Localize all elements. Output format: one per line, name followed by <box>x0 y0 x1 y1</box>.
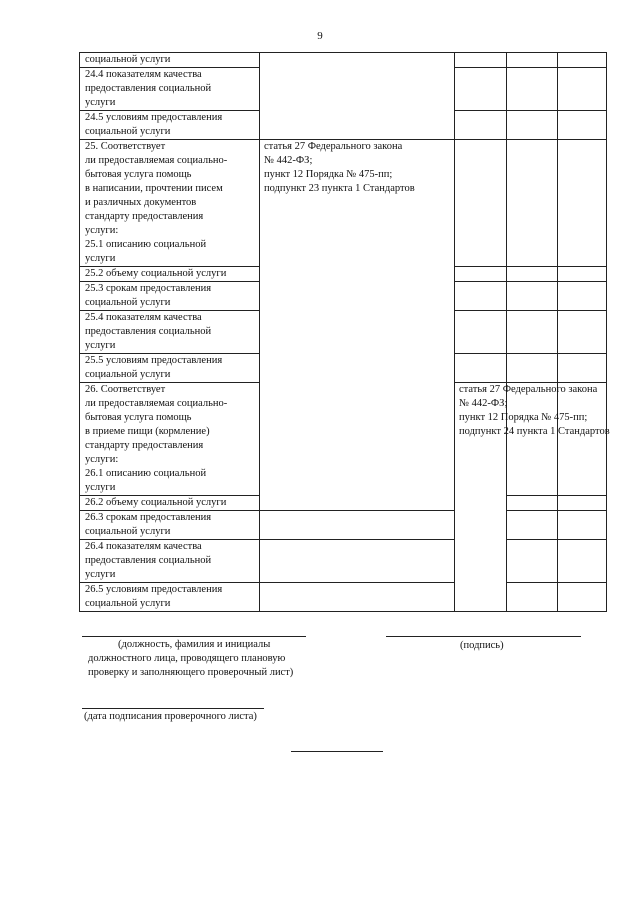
requirement-cell <box>80 496 260 511</box>
answer-cell <box>558 282 607 311</box>
text-line: бытовая услуга помощь <box>85 169 192 180</box>
text-line: в приеме пищи (кормление) <box>85 426 210 437</box>
official-signature-line <box>82 636 306 637</box>
answer-cell <box>455 53 507 68</box>
text-line: 26.3 срокам предоставления <box>85 512 212 523</box>
text-line: предоставления социальной <box>85 83 212 94</box>
answer-cell <box>507 53 558 68</box>
answer-cell <box>507 511 558 540</box>
requirement-cell <box>80 540 260 583</box>
answer-cell <box>558 511 607 540</box>
answer-cell <box>455 282 507 311</box>
text-line: услуги <box>85 569 116 580</box>
answer-cell <box>507 282 558 311</box>
text-line: услуги: <box>85 225 119 236</box>
text-line: пункт 12 Порядка № 475-пп; <box>264 169 393 180</box>
answer-cell <box>507 311 558 354</box>
answer-cell <box>558 354 607 383</box>
answer-cell <box>455 311 507 354</box>
requirement-cell <box>80 511 260 540</box>
text-line: № 442-ФЗ; <box>264 155 313 166</box>
answer-cell <box>507 140 558 267</box>
requirement-cell <box>80 282 260 311</box>
checklist-table <box>79 52 610 612</box>
text-line: социальной услуги <box>85 598 171 609</box>
answer-cell <box>558 583 607 612</box>
requirement-cell <box>80 383 260 496</box>
answer-cell <box>507 540 558 583</box>
answer-cell <box>260 511 455 540</box>
text-line: 24.4 показателям качества <box>85 69 202 80</box>
text-line: 26.2 объему социальной услуги <box>85 497 227 508</box>
text-line: пункт 12 Порядка № 475-пп; <box>459 412 588 423</box>
answer-cell <box>455 354 507 383</box>
answer-cell <box>455 140 507 267</box>
date-caption: (дата подписания проверочного листа) <box>84 711 257 722</box>
answer-cell <box>507 111 558 140</box>
table-row <box>80 53 607 68</box>
table-row <box>80 511 607 540</box>
text-line: 25. Соответствует <box>85 141 166 152</box>
answer-cell <box>558 267 607 282</box>
text-line: в написании, прочтении писем <box>85 183 223 194</box>
text-line: 24.5 условиям предоставления <box>85 112 223 123</box>
text-line: 25.2 объему социальной услуги <box>85 268 227 279</box>
answer-cell <box>260 540 455 583</box>
text-line: подпункт 23 пункта 1 Стандартов <box>264 183 415 194</box>
signature-line <box>386 636 581 637</box>
text-line: 26.4 показателям качества <box>85 541 202 552</box>
answer-cell <box>558 311 607 354</box>
text-line: социальной услуги <box>85 126 171 137</box>
official-caption <box>88 638 293 680</box>
text-line: ли предоставляемая социально- <box>85 398 228 409</box>
requirement-cell <box>80 53 260 68</box>
answer-cell <box>558 68 607 111</box>
text-line: № 442-ФЗ; <box>459 398 508 409</box>
text-line: услуги <box>85 253 116 264</box>
answer-cell <box>558 540 607 583</box>
text-line: социальной услуги <box>85 369 171 380</box>
answer-cell <box>558 53 607 68</box>
table-row <box>80 540 607 583</box>
legal-reference-cell <box>455 383 610 612</box>
answer-cell <box>507 583 558 612</box>
text-line: 25.5 условиям предоставления <box>85 355 223 366</box>
text-line: социальной услуги <box>85 526 171 537</box>
text-line: 25.4 показателям качества <box>85 312 202 323</box>
requirement-cell <box>80 267 260 282</box>
end-rule <box>291 751 383 752</box>
text-line: бытовая услуга помощь <box>85 412 192 423</box>
answer-cell <box>558 111 607 140</box>
signature-caption: (подпись) <box>460 640 504 651</box>
official-caption-line-3: проверку и заполняющего проверочный лист) <box>88 667 294 678</box>
text-line: предоставления социальной <box>85 326 212 337</box>
legal-reference-cell <box>260 140 455 511</box>
answer-cell <box>507 354 558 383</box>
page-number: 9 <box>317 30 323 42</box>
requirement-cell <box>80 354 260 383</box>
text-line: предоставления социальной <box>85 555 212 566</box>
answer-cell <box>507 383 558 496</box>
answer-cell <box>455 111 507 140</box>
text-line: социальной услуги <box>85 297 171 308</box>
text-line: услуги <box>85 340 116 351</box>
answer-cell <box>260 583 455 612</box>
answer-cell <box>507 496 558 511</box>
answer-cell <box>455 267 507 282</box>
answer-cell <box>558 383 607 496</box>
answer-cell <box>507 68 558 111</box>
table-row <box>80 583 607 612</box>
official-caption-line-2: должностного лица, проводящего плановую <box>88 653 286 664</box>
text-line: 26. Соответствует <box>85 384 166 395</box>
text-line: 25.3 срокам предоставления <box>85 283 212 294</box>
text-line: статья 27 Федерального закона <box>459 384 598 395</box>
table-row <box>80 140 607 267</box>
text-line: ли предоставляемая социально- <box>85 155 228 166</box>
requirement-cell <box>80 311 260 354</box>
text-line: услуги: <box>85 454 119 465</box>
text-line: 26.5 условиям предоставления <box>85 584 223 595</box>
answer-cell <box>507 267 558 282</box>
text-line: социальной услуги <box>85 54 171 65</box>
official-caption-line-1: (должность, фамилия и инициалы <box>118 639 271 650</box>
answer-cell <box>558 496 607 511</box>
answer-cell <box>558 140 607 267</box>
requirement-cell <box>80 140 260 267</box>
text-line: статья 27 Федерального закона <box>264 141 403 152</box>
text-line: услуги <box>85 482 116 493</box>
text-line: 25.1 описанию социальной <box>85 239 207 250</box>
text-line: и различных документов <box>85 197 197 208</box>
legal-reference-cell <box>260 53 455 140</box>
requirement-cell <box>80 111 260 140</box>
text-line: стандарту предоставления <box>85 440 204 451</box>
requirement-cell <box>80 68 260 111</box>
requirement-cell <box>80 583 260 612</box>
text-line: подпункт 24 пункта 1 Стандартов <box>459 426 610 437</box>
answer-cell <box>455 68 507 111</box>
text-line: стандарту предоставления <box>85 211 204 222</box>
text-line: 26.1 описанию социальной <box>85 468 207 479</box>
text-line: услуги <box>85 97 116 108</box>
date-line <box>82 708 264 709</box>
